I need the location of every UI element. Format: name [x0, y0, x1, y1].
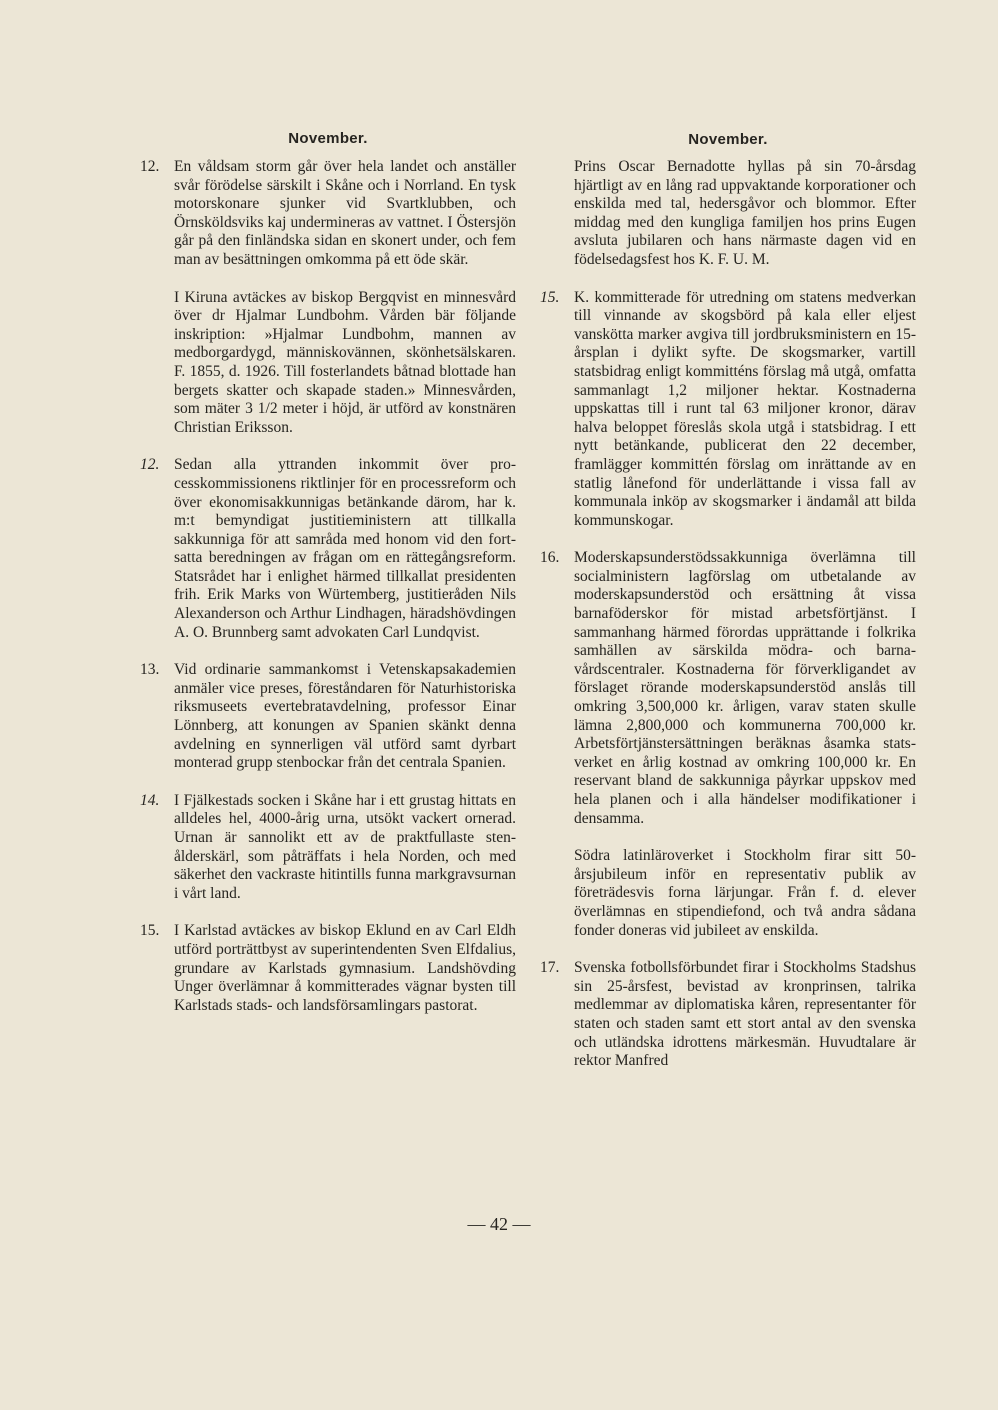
- entry: [140, 922, 516, 1015]
- entry: [540, 549, 916, 828]
- entry: [140, 158, 516, 270]
- page-number: — 42 —: [467, 1214, 531, 1234]
- entry: [140, 661, 516, 773]
- entry-text: Prins Oscar Bernadotte hyllas på sin 70-årsdag hjärtligt av en lång rad uppvaktande korporationer och enskilda med tal, hedersgåvor och blommor. Efter middag med den kungliga familjen hos prins Eugen avsluta jubilaren och hans närmaste dagen vid en födelsedagsfest hos K. F. U. M.: [574, 158, 916, 268]
- entry-day: 14.: [140, 791, 160, 809]
- entry-day: 15.: [140, 922, 160, 940]
- entry: [540, 289, 916, 531]
- right-entries: [540, 158, 916, 1090]
- entry: [540, 847, 916, 940]
- entry: [140, 792, 516, 904]
- entry-text: I Kiruna avtäckes av biskop Bergqvist en minnesvård över dr Hjalmar Lundbohm. Vården bär följande inskription: »Hjalmar Lundbohm, mannen av medborgardygd, människovännen, skönhetsälskaren. F. 1855, d. 1926. Till fosterlandets båtnad blottade han bergets skatter och skapade staden.» Minnesvården, som mäter 3 1/2 meter i höjd, är utförd av konstnären Christian Eriksson.: [174, 288, 516, 436]
- entry-text: Moderskapsunderstödssakkunniga överlämna till socialministern lagförslag om utbetalande av moderskapsunderstöd och ersättning åt vissa barnaföderskor för mistad arbetsförtjänst. I sammanhang härmed förordas upprättande i folkrika samhällen av särskilda mödra- och barnavårdscentraler. Kostnaderna för förverkligandet av förslaget rörande moderskapsunderstöd anslås till omkring 3,500,000 kr. årligen, varav staten skulle lämna 2,800,000 och kommunerna 700,000 kr. Arbetsförtjänstersättningen beräknas åsamka statsverket en årlig kostnad av omkring 100,000 kr. En reservant bland de sakkunniga påyrkar uppskov med hela planen och i alla händelser modifikationer i densamma.: [574, 549, 916, 827]
- entry-text: En våldsam storm går över hela landet och anställer svår förödelse särskilt i Skåne och i Norrland. En tysk motorskonare sjunker vid Svartklubben, och Örnsköldsviks kaj undermineras av vattnet. I Östersjön går på den finländska sidan en skonert under, och fem man av besättningen omkomma på ett öde skär.: [174, 158, 516, 268]
- entry-day: 13.: [140, 661, 160, 679]
- entry-text: Svenska fotbollsförbundet firar i Stockholms Stadshus sin 25-årsfest, bevistad av kronprinsen, talrika medlemmar av diplomatiska kåren, representanter för staten och staden samt ett stort antal av den svenska och utländska idrottens märkesmän. Huvudtalare är rektor Manfred: [574, 959, 916, 1070]
- right-column-header: November.: [688, 131, 768, 148]
- entry-text: Sedan alla yttranden inkommit över processkommissionens riktlinjer för en processreform och över ekonomisakkunnigas betänkande därom, har k. m:t bemyndigat justitieministern att tillkalla sakkunniga för att samråda med honom vid den fortsatta beredningen av frågan om en rättegångsreform. Statsrådet har i enlighet härmed tillkallat presidenten frih. Erik Marks von Würtemberg, justitieråden Nils Alexanderson och Arthur Lindhagen, häradshövdingen A. O. Brunnberg samt advokaten Carl Lundqvist.: [174, 456, 516, 641]
- entry-day: 12.: [140, 158, 160, 175]
- entry: [540, 158, 916, 270]
- entry-text: I Karlstad avtäckes av biskop Eklund en av Carl Eldh utförd porträttbyst av superintendenten Sven Elfdalius, grundare av Karlstads gymnasium. Landshövding Unger överlämnar å kommitterades vägnar bysten till Karlstads stads- och landsförsamlingars pastorat.: [174, 922, 516, 1014]
- entry-text: I Fjälkestads socken i Skåne har i ett grustag hittats en alldeles hel, 4000-årig urna, utsökt vackert ornerad. Urnan är sannolikt ett av de praktfullaste stenålderskärl, som påträffats i hela Norden, och med säkerhet den vackraste hitintills funna markgravsurnan i vårt land.: [174, 791, 516, 902]
- entry: [540, 959, 916, 1071]
- entry: [140, 456, 516, 642]
- entry-day: 12.: [140, 456, 160, 474]
- entry-day: 16.: [540, 549, 560, 567]
- left-column-header: November.: [288, 130, 368, 147]
- entry-text: K. kommitterade för utredning om statens medverkan till vinnande av skogsbörd på kala eller eljest vanskötta marker avgiva till jordbruksministern en 15-årsplan i dylikt syfte. De skogsmarker, vartill statsbidrag enligt kommitténs förslag må utgå, omfatta sammanlagt 1,2 miljoner hektar. Kostnaderna uppskattas till i runt tal 63 miljoner kronor, därav halva beloppet föreslås skola utgå i statsbidrag. I ett nytt betänkande, publicerat den 22 december, framlägger kommittén förslag om inrättande av en statlig lånefond för underlättande i vissa fall av kommunala inköp av skogsmarker i ändamål att bilda kommunskogar.: [574, 288, 916, 529]
- entry-day: 15.: [540, 288, 560, 306]
- left-entries: [140, 158, 516, 1034]
- entry: [140, 289, 516, 438]
- entry-text: Vid ordinarie sammankomst i Vetenskapsakademien anmäler vice preses, föreståndaren för Naturhistoriska riksmuseets evertebratavdelning, professor Einar Lönnberg, att konungen av Spanien skänkt denna avdelning en synnerligen väl utförd samt dyrbart monterad grupp stenbockar från det centrala Spanien.: [174, 661, 516, 772]
- entry-text: Södra latinläroverket i Stockholm firar sitt 50-årsjubileum inför en representativ publik av företrädesvis forna lärjungar. Från f. d. elever överlämnas en stipendiefond, och två andra sådana fonder doneras vid jubileet av enskilda.: [574, 847, 916, 939]
- entry-day: 17.: [540, 959, 560, 977]
